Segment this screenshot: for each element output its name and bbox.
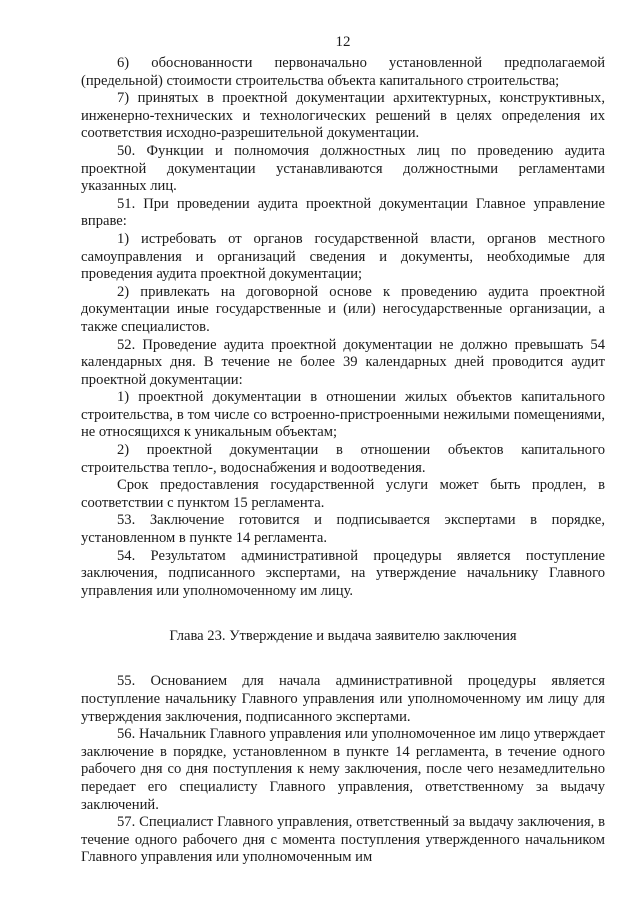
document-page xyxy=(81,0,605,867)
document-body xyxy=(81,55,605,867)
page-number: 12 xyxy=(335,34,351,50)
paragraph-52-item-2: 2) проектной документации в отношении объектов капитального строительства тепло-, водоснабжения и водоотведения. xyxy=(81,442,605,476)
paragraph-51-item-1: 1) истребовать от органов государственной власти, органов местного самоуправления и организаций сведения и документы, необходимые для проведения аудита проектной документации; xyxy=(81,230,605,283)
paragraph-52-item-1: 1) проектной документации в отношении жилых объектов капитального строительства, в том числе со встроенно-пристроенными нежилыми помещениями, не относящихся к уникальным объектам; xyxy=(81,389,605,441)
paragraph-57: 57. Специалист Главного управления, ответственный за выдачу заключения, в течение одного рабочего дня с момента поступления утвержденного начальником Главного управления или уполномоченным им xyxy=(81,814,605,866)
paragraph-53: 53. Заключение готовится и подписывается экспертами в порядке, установленном в пункте 14 регламента. xyxy=(81,512,605,547)
paragraph-50: 50. Функции и полномочия должностных лиц по проведению аудита проектной документации устанавливаются должностными регламентами указанных лиц. xyxy=(81,142,605,195)
chapter-heading: Глава 23. Утверждение и выдача заявителю заключения xyxy=(169,628,517,645)
paragraph-item-6: 6) обоснованности первоначально установленной предполагаемой (предельной) стоимости строительства объекта капитального строительства; xyxy=(81,55,605,89)
paragraph-term-extension: Срок предоставления государственной услуги может быть продлен, в соответствии с пунктом 15 регламента. xyxy=(81,477,605,511)
paragraph-item-7: 7) принятых в проектной документации архитектурных, конструктивных, инженерно-технических и технологических решений в целях определения их соответствия исходно-разрешительной документации. xyxy=(81,90,605,142)
paragraph-52: 52. Проведение аудита проектной документации не должно превышать 54 календарных дня. В течение не более 39 календарных дней проводится аудит проектной документации: xyxy=(81,336,605,388)
paragraph-56: 56. Начальник Главного управления или уполномоченное им лицо утверждает заключение в порядке, установленном в пункте 14 регламента, в течение одного рабочего дня со дня поступления к нему заключения, после чего незамедлительно передает его специалисту Главного управления, ответственному за выдачу заключений. xyxy=(81,726,605,813)
paragraph-54: 54. Результатом административной процедуры является поступление заключения, подписанного экспертами, на утверждение начальнику Главного управления или уполномоченному им лицу. xyxy=(81,547,605,599)
paragraph-51-item-2: 2) привлекать на договорной основе к проведению аудита проектной документации иные государственные и (или) негосударственные организации, а также специалистов. xyxy=(81,283,605,335)
paragraph-51: 51. При проведении аудита проектной документации Главное управление вправе: xyxy=(81,195,605,230)
paragraph-55: 55. Основанием для начала административной процедуры является поступление начальнику Главного управления или уполномоченному им лицу для утверждения заключения, подписанного экспертами. xyxy=(81,673,605,725)
